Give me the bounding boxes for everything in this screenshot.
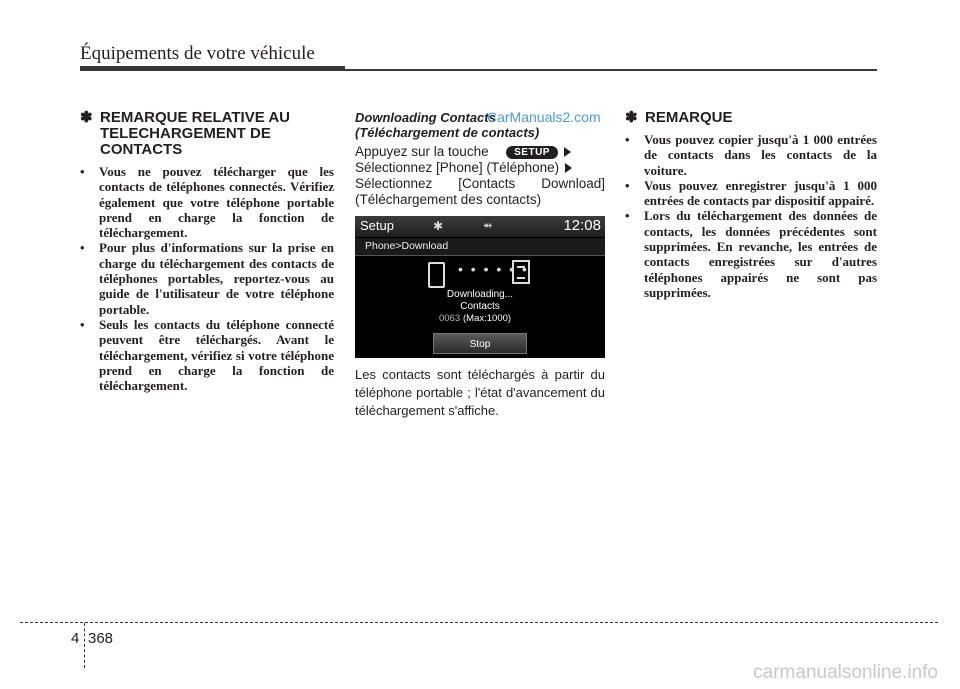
step-text: Sélectionnez [Phone] (Téléphone) [355,160,560,175]
section-title-french: (Téléchargement de contacts) [355,125,540,140]
screen-clock: 12:08 [563,217,601,234]
transfer-dots: • • • • • • [458,261,529,277]
download-max: (Max:1000) [463,313,512,324]
watermark: CarManuals2.com [487,109,601,125]
note-bullet-list [80,164,334,393]
note-heading [625,110,877,126]
arrow-right-icon [564,147,571,157]
list-item [80,240,334,316]
note-remarque [625,110,877,300]
contacts-doc-icon [512,260,530,284]
bluetooth-icon: ✱ [433,219,444,233]
note-heading-text: REMARQUE [645,109,733,126]
usb-icon: ⇴ [483,220,493,232]
bullet-icon: • [80,164,85,179]
bullet-icon: • [625,132,630,147]
bullet-icon: • [80,240,85,256]
download-status: Downloading... [446,289,514,300]
step-select-contacts-download: Sélectionnez [Contacts Download] (Téléchargement des contacts) [355,176,605,207]
bullet-text: Seuls les contacts du téléphone connecté peuvent être téléchargés. Avant le téléchargement, vérifiez si votre téléphone prend en charge la fonction de téléchargement. [99,316,334,394]
phone-icon [428,262,445,288]
head-unit-screen [355,216,605,358]
bullet-text: Vous ne pouvez télécharger que les contacts de téléphones connectés. Vérifiez également que votre téléphone portable prend en charge la fonction de téléchargement. [99,164,334,241]
note-heading-text: REMARQUE RELATIVE AU TELECHARGEMENT DE CONTACTS [100,109,291,158]
arrow-right-icon [565,163,572,173]
list-item [625,208,877,300]
note-heading [80,110,334,158]
step-press-setup [355,144,605,160]
note-download-contacts [80,110,334,393]
screen-title: Setup [360,218,394,233]
breadcrumb-text: Phone>Download [365,240,449,252]
footer-divider [20,622,938,623]
asterisk-icon: ✽ [625,109,638,126]
step-text: Appuyez sur la touche [355,144,489,159]
note-bullet-list [625,132,877,300]
download-contacts-section [355,110,605,433]
page-header-title: Équipements de votre véhicule [80,43,315,64]
list-item [625,132,877,178]
list-item [625,178,877,209]
bullet-icon: • [625,208,630,224]
download-count: 0063 [439,313,461,324]
stop-button[interactable]: Stop [433,333,527,354]
setup-key: SETUP [506,146,558,159]
bullet-text: Vous pouvez copier jusqu'à 1 000 entrées de contacts dans les contacts de la voiture. [644,132,877,178]
asterisk-icon: ✽ [80,109,93,126]
footer-vertical-divider [84,623,85,668]
bullet-icon: • [625,177,630,193]
bullet-text: Pour plus d'informations sur la prise en charge du téléchargement des contacts de téléphones portables, reportez-vous au guide de l'utilisateur de votre téléphone portable. [99,240,334,317]
list-item [80,317,334,393]
page-number: 368 [88,630,114,647]
bullet-text: Vous pouvez enregistrer jusqu'à 1 000 entrées de contacts par dispositif appairé. [644,177,877,209]
section-title: Downloading Contacts [355,110,496,125]
screen-breadcrumb [355,238,605,256]
step-select-phone [355,160,605,176]
download-type: Contacts [460,301,500,312]
header-rule-thick [80,66,345,71]
header-rule-thin [345,69,877,71]
screen-status-bar [355,216,605,237]
bullet-icon: • [80,316,85,332]
list-item [80,164,334,240]
bullet-text: Lors du téléchargement des données de contacts, les données précédentes sont supprimées. En revanche, les entrées de contacts enregistrées sur d'autres téléphones appairés ne sont pas supprimées. [644,208,877,300]
chapter-number: 4 [71,630,80,647]
screen-caption: Les contacts sont téléchargés à partir du téléphone portable ; l'état d'avancement du téléchargement s'affiche. [355,367,605,418]
footer-watermark: carmanualsonline.info [753,662,938,683]
